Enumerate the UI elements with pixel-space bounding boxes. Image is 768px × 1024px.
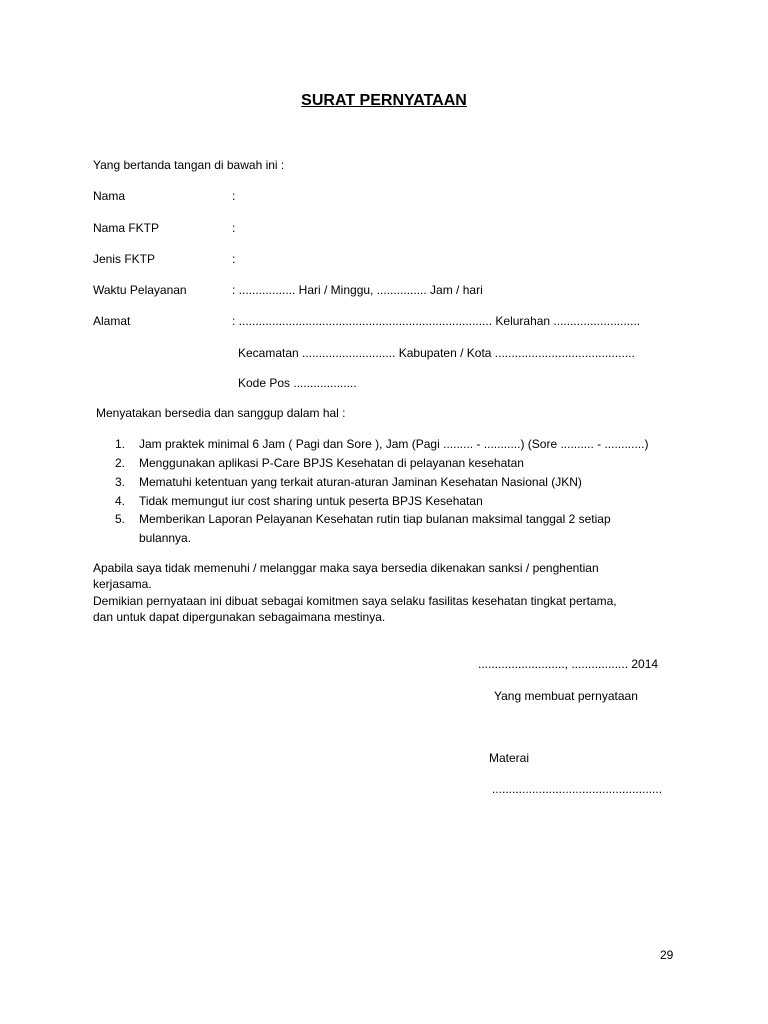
list-item-text: Mematuhi ketentuan yang terkait aturan-aturan Jaminan Kesehatan Nasional (JKN) — [139, 475, 582, 489]
closing-line: kerjasama. — [93, 577, 152, 591]
list-item-text: Jam praktek minimal 6 Jam ( Pagi dan Sore ), Jam (Pagi ......... - ...........) (Sore .......... - ............) — [139, 437, 649, 451]
intro-text: Yang bertanda tangan di bawah ini : — [93, 158, 285, 172]
page-number: 29 — [660, 948, 674, 962]
list-number: 5. — [114, 512, 125, 526]
field-label-nama: Nama — [93, 189, 126, 203]
field-label-alamat: Alamat — [93, 314, 131, 328]
closing-line: dan untuk dapat dipergunakan sebagaimana mestinya. — [93, 610, 386, 624]
closing-line: Apabila saya tidak memenuhi / melanggar maka saya bersedia dikenakan sanksi / penghentian — [93, 561, 599, 575]
field-label-waktu-pelayanan: Waktu Pelayanan — [93, 283, 187, 297]
field-value-nama: : — [232, 189, 236, 203]
list-number: 2. — [114, 456, 125, 470]
signature-line: ................................................... — [492, 782, 663, 796]
list-item-text: Tidak memungut iur cost sharing untuk peserta BPJS Kesehatan — [139, 494, 483, 508]
signature-stamp-label: Materai — [489, 751, 530, 765]
list-number: 4. — [114, 494, 125, 508]
signature-date-line: .........................., ................. 2014 — [478, 657, 659, 671]
document-title: SURAT PERNYATAAN — [301, 92, 467, 109]
list-number: 1. — [114, 437, 125, 451]
address-line-kecamatan: Kecamatan ............................ Kabupaten / Kota .......................................... — [238, 346, 635, 360]
statement-heading: Menyatakan bersedia dan sanggup dalam hal : — [96, 406, 346, 420]
list-item-text: Memberikan Laporan Pelayanan Kesehatan rutin tiap bulanan maksimal tanggal 2 setiap — [139, 512, 611, 526]
address-line-kode-pos: Kode Pos ................... — [238, 376, 357, 390]
field-label-nama-fktp: Nama FKTP — [93, 221, 160, 235]
closing-line: Demikian pernyataan ini dibuat sebagai komitmen saya selaku fasilitas kesehatan tingkat pertama, — [93, 594, 617, 608]
list-item-text: Menggunakan aplikasi P-Care BPJS Kesehatan di pelayanan kesehatan — [139, 456, 524, 470]
list-item-text-continuation: bulannya. — [139, 531, 192, 545]
signature-maker-label: Yang membuat pernyataan — [494, 689, 638, 703]
list-number: 3. — [114, 475, 125, 489]
field-value-waktu-pelayanan: : ................. Hari / Minggu, ............... Jam / hari — [232, 283, 483, 297]
field-value-nama-fktp: : — [232, 221, 236, 235]
field-value-jenis-fktp: : — [232, 252, 236, 266]
field-value-alamat: : ............................................................................ Kelurahan .......................... — [232, 314, 641, 328]
field-label-jenis-fktp: Jenis FKTP — [93, 252, 156, 266]
